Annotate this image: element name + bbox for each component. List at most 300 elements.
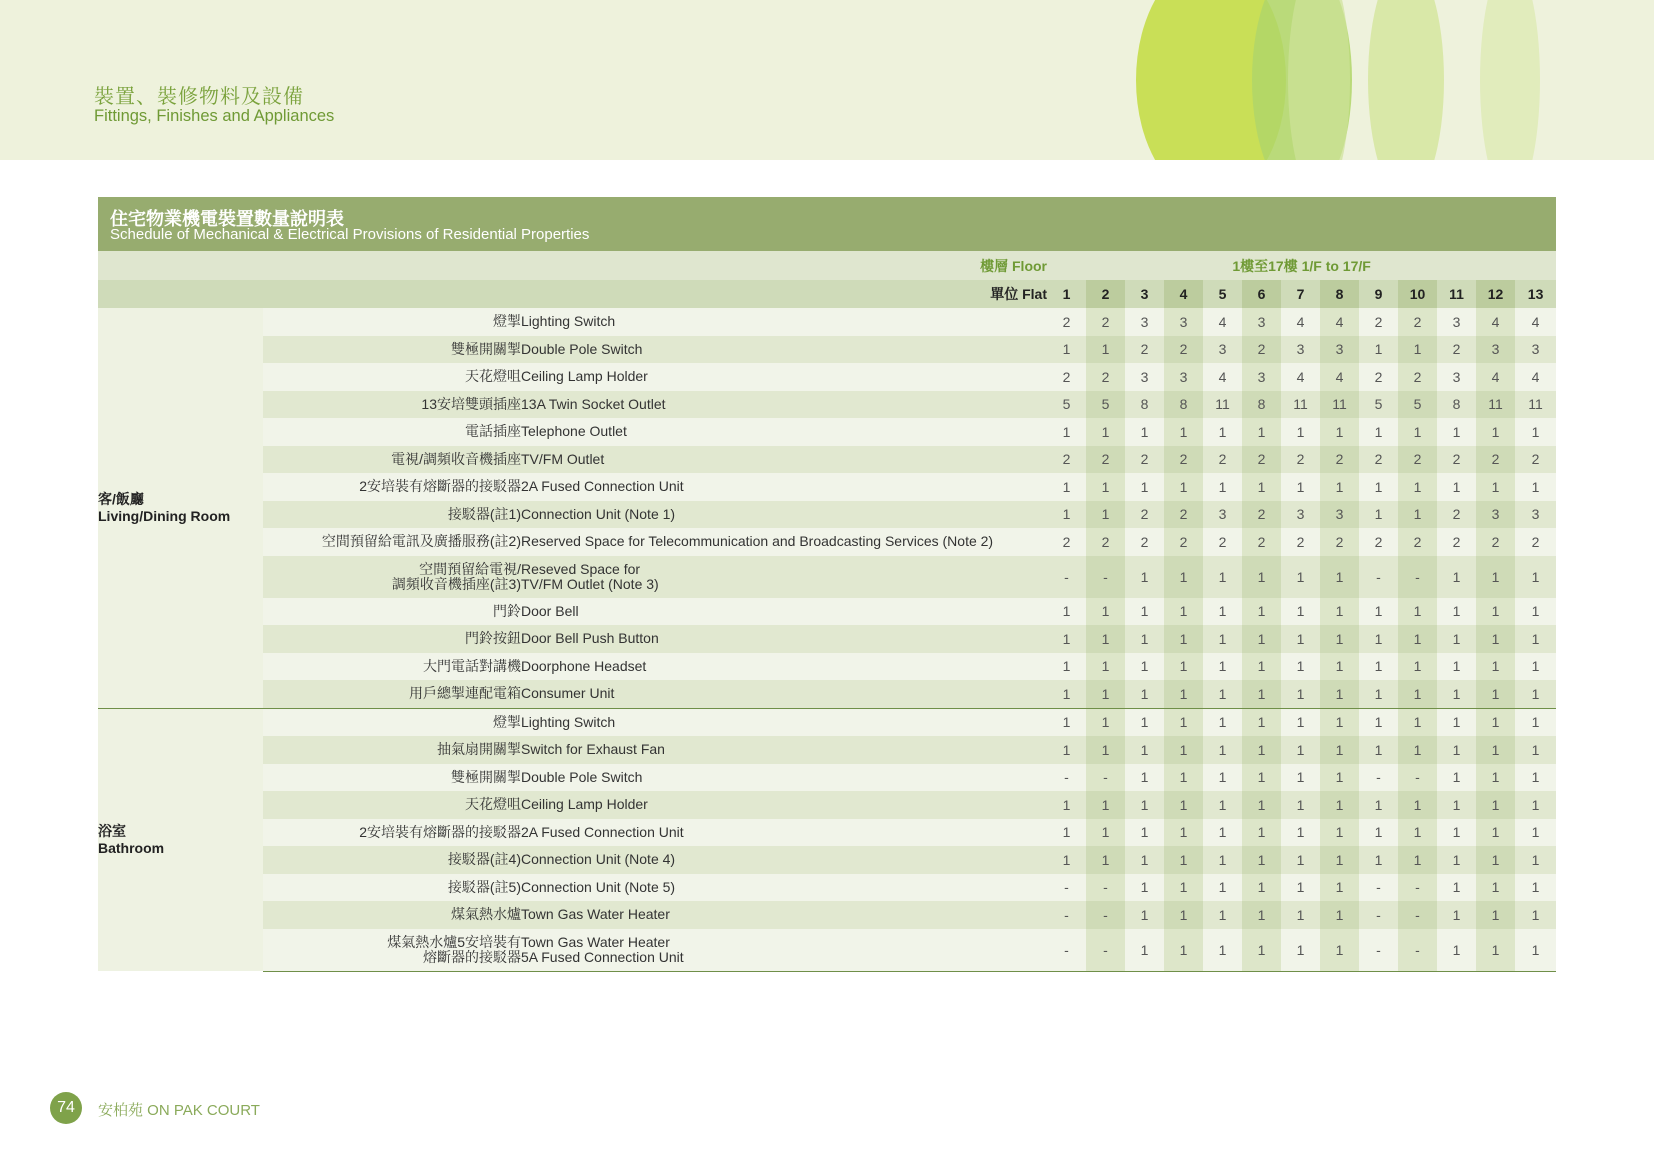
quantity-cell: 2 [1398,528,1437,556]
item-name-en [521,929,1047,972]
quantity-cell: 1 [1242,556,1281,598]
item-name-zh: 雙極開關掣 [263,764,521,792]
quantity-cell: 2 [1359,528,1398,556]
quantity-cell: - [1086,764,1125,792]
quantity-cell: 1 [1476,680,1515,708]
item-name-en: Town Gas Water Heater [521,901,1047,929]
quantity-cell: 2 [1359,308,1398,336]
item-name-zh: 接駁器(註1) [263,501,521,529]
item-name-en: TV/FM Outlet [521,446,1047,474]
quantity-cell: 1 [1476,846,1515,874]
quantity-cell: 4 [1320,308,1359,336]
item-name-zh: 抽氣扇開關掣 [263,736,521,764]
quantity-cell: 2 [1515,446,1556,474]
item-name-zh-line: 調頻收音機插座(註3) [391,575,521,592]
quantity-cell: 1 [1359,708,1398,736]
quantity-cell: 5 [1086,391,1125,419]
item-name-en-line: 5A Fused Connection Unit [521,948,684,965]
quantity-cell: 2 [1125,501,1164,529]
table-row [98,473,1556,501]
item-name-en: Door Bell Push Button [521,625,1047,653]
quantity-cell: 1 [1047,598,1086,626]
quantity-cell: 2 [1437,528,1476,556]
quantity-cell: - [1359,764,1398,792]
quantity-cell: 1 [1164,680,1203,708]
quantity-cell: 1 [1437,764,1476,792]
quantity-cell: 1 [1437,901,1476,929]
quantity-cell: 8 [1164,391,1203,419]
quantity-cell: 1 [1320,819,1359,847]
quantity-cell: 1 [1515,819,1556,847]
item-name-en: Double Pole Switch [521,764,1047,792]
quantity-cell: 1 [1125,819,1164,847]
quantity-cell: 1 [1164,819,1203,847]
quantity-cell: 1 [1398,653,1437,681]
quantity-cell: 1 [1242,846,1281,874]
quantity-cell: - [1398,556,1437,598]
quantity-cell: 1 [1125,418,1164,446]
provisions-table [98,197,1556,972]
quantity-cell: 1 [1515,680,1556,708]
quantity-cell: 1 [1164,556,1203,598]
room-name-zh: 客/飯廳 [98,490,144,507]
flat-column-header: 7 [1281,280,1320,308]
quantity-cell: 1 [1437,819,1476,847]
quantity-cell: 5 [1047,391,1086,419]
quantity-cell: 1 [1515,736,1556,764]
quantity-cell: 1 [1437,736,1476,764]
quantity-cell: 1 [1125,598,1164,626]
item-name-zh: 空間預留給電訊及廣播服務(註2) [263,528,521,556]
quantity-cell: 1 [1047,625,1086,653]
quantity-cell: 1 [1437,929,1476,972]
quantity-cell: 1 [1125,736,1164,764]
item-name-en: Doorphone Headset [521,653,1047,681]
quantity-cell: 1 [1047,418,1086,446]
quantity-cell: - [1086,874,1125,902]
item-name-en: 13A Twin Socket Outlet [521,391,1047,419]
quantity-cell: 8 [1125,391,1164,419]
item-name-zh: 天花燈咀 [263,363,521,391]
flat-column-header: 6 [1242,280,1281,308]
quantity-cell: 3 [1125,363,1164,391]
quantity-cell: 2 [1359,446,1398,474]
page-number-badge: 74 [50,1092,82,1124]
table-row [98,308,1556,336]
quantity-cell: 1 [1086,736,1125,764]
quantity-cell: 11 [1320,391,1359,419]
quantity-cell: 2 [1164,446,1203,474]
quantity-cell: 1 [1437,874,1476,902]
item-name-en: Ceiling Lamp Holder [521,791,1047,819]
quantity-cell: 4 [1476,363,1515,391]
item-name-en: Ceiling Lamp Holder [521,363,1047,391]
quantity-cell: 2 [1242,336,1281,364]
quantity-cell: 1 [1047,791,1086,819]
floor-label: 樓層 Floor [98,251,1047,280]
quantity-cell: 1 [1398,819,1437,847]
quantity-cell: - [1047,874,1086,902]
quantity-cell: - [1086,929,1125,972]
quantity-cell: 2 [1242,501,1281,529]
quantity-cell: 1 [1047,708,1086,736]
item-name-en: Lighting Switch [521,308,1047,336]
quantity-cell: 1 [1398,501,1437,529]
quantity-cell: 1 [1047,736,1086,764]
quantity-cell: 1 [1125,680,1164,708]
quantity-cell: 1 [1164,874,1203,902]
quantity-cell: 5 [1359,391,1398,419]
item-name-zh: 大門電話對講機 [263,653,521,681]
quantity-cell: 4 [1515,363,1556,391]
quantity-cell: 2 [1086,363,1125,391]
table-row [98,901,1556,929]
quantity-cell: 1 [1515,625,1556,653]
quantity-cell: 1 [1125,846,1164,874]
quantity-cell: 1 [1437,680,1476,708]
quantity-cell: 1 [1476,418,1515,446]
item-name-en: Connection Unit (Note 4) [521,846,1047,874]
item-name-zh: 13安培雙頭插座 [263,391,521,419]
quantity-cell: 1 [1203,764,1242,792]
quantity-cell: 1 [1281,418,1320,446]
quantity-cell: 1 [1086,625,1125,653]
quantity-cell: 1 [1398,336,1437,364]
quantity-cell: 1 [1281,764,1320,792]
table-row [98,556,1556,598]
quantity-cell: 1 [1476,736,1515,764]
quantity-cell: 1 [1203,874,1242,902]
table-row [98,736,1556,764]
quantity-cell: 1 [1515,901,1556,929]
quantity-cell: 3 [1437,308,1476,336]
item-name-zh: 雙極開關掣 [263,336,521,364]
quantity-cell: 1 [1203,680,1242,708]
item-name-zh: 天花燈咀 [263,791,521,819]
decorative-leaf [1288,0,1350,160]
quantity-cell: 1 [1242,680,1281,708]
quantity-cell: 1 [1242,791,1281,819]
quantity-cell: 1 [1320,929,1359,972]
item-name-en: Consumer Unit [521,680,1047,708]
quantity-cell: 2 [1515,528,1556,556]
item-name-zh: 2安培裝有熔斷器的接駁器 [263,819,521,847]
flat-column-header: 13 [1515,280,1556,308]
quantity-cell: 1 [1398,736,1437,764]
item-name-zh: 燈掣 [263,308,521,336]
quantity-cell: 1 [1281,846,1320,874]
quantity-cell: - [1359,556,1398,598]
quantity-cell: 1 [1281,708,1320,736]
item-name-en [521,556,1047,598]
quantity-cell: 1 [1398,625,1437,653]
quantity-cell: 1 [1125,708,1164,736]
quantity-cell: 1 [1476,556,1515,598]
quantity-cell: 1 [1125,764,1164,792]
quantity-cell: 1 [1437,598,1476,626]
item-name-zh: 門鈴按鈕 [263,625,521,653]
quantity-cell: 1 [1242,929,1281,972]
item-name-zh: 接駁器(註4) [263,846,521,874]
quantity-cell: - [1398,929,1437,972]
quantity-cell: 1 [1476,653,1515,681]
quantity-cell: 1 [1437,418,1476,446]
quantity-cell: 1 [1086,846,1125,874]
flat-column-header: 9 [1359,280,1398,308]
item-name-en: Lighting Switch [521,708,1047,736]
table-row [98,764,1556,792]
quantity-cell: 2 [1476,528,1515,556]
quantity-cell: 1 [1281,598,1320,626]
item-name-en: Double Pole Switch [521,336,1047,364]
quantity-cell: - [1047,929,1086,972]
quantity-cell: 1 [1164,625,1203,653]
item-name-en-line: Reseved Space for [521,560,641,577]
quantity-cell: 1 [1515,708,1556,736]
quantity-cell: 11 [1515,391,1556,419]
quantity-cell: 1 [1281,680,1320,708]
flat-column-header: 3 [1125,280,1164,308]
quantity-cell: 3 [1164,363,1203,391]
quantity-cell: 1 [1164,791,1203,819]
quantity-cell: - [1086,556,1125,598]
item-name-en: Connection Unit (Note 1) [521,501,1047,529]
quantity-cell: 1 [1320,556,1359,598]
quantity-cell: 2 [1359,363,1398,391]
item-name-zh: 燈掣 [263,708,521,736]
footer-estate-name: 安柏苑 ON PAK COURT [98,1102,260,1119]
quantity-cell: 2 [1398,363,1437,391]
quantity-cell: 1 [1359,598,1398,626]
quantity-cell: 1 [1398,791,1437,819]
decorative-leaf [1480,0,1540,160]
quantity-cell: 2 [1164,336,1203,364]
quantity-cell: 4 [1515,308,1556,336]
quantity-cell: 3 [1320,336,1359,364]
table-row [98,680,1556,708]
quantity-cell: - [1398,874,1437,902]
quantity-cell: 1 [1359,819,1398,847]
quantity-cell: 2 [1437,446,1476,474]
flat-column-header: 4 [1164,280,1203,308]
quantity-cell: 1 [1320,764,1359,792]
quantity-cell: 1 [1203,418,1242,446]
quantity-cell: 1 [1047,653,1086,681]
quantity-cell: 3 [1320,501,1359,529]
quantity-cell: 2 [1047,363,1086,391]
table-row [98,598,1556,626]
quantity-cell: 1 [1203,708,1242,736]
room-name-zh: 浴室 [98,822,126,839]
item-name-en: Reserved Space for Telecommunication and Broadcasting Services (Note 2) [521,528,1047,556]
quantity-cell: 1 [1476,791,1515,819]
quantity-cell: 1 [1515,653,1556,681]
quantity-cell: 1 [1398,680,1437,708]
quantity-cell: 1 [1476,473,1515,501]
quantity-cell: 1 [1476,598,1515,626]
quantity-cell: 1 [1320,680,1359,708]
quantity-cell: 4 [1320,363,1359,391]
quantity-cell: 1 [1515,598,1556,626]
quantity-cell: 2 [1125,336,1164,364]
quantity-cell: 1 [1359,791,1398,819]
quantity-cell: 1 [1086,708,1125,736]
table-row [98,363,1556,391]
quantity-cell: 2 [1281,446,1320,474]
quantity-cell: 1 [1281,556,1320,598]
quantity-cell: 1 [1281,791,1320,819]
quantity-cell: 1 [1281,929,1320,972]
quantity-cell: 1 [1320,791,1359,819]
quantity-cell: 1 [1203,653,1242,681]
quantity-cell: 2 [1125,528,1164,556]
item-name-en-line: Town Gas Water Heater [521,933,670,950]
quantity-cell: 4 [1203,363,1242,391]
quantity-cell: 1 [1164,901,1203,929]
quantity-cell: 1 [1164,929,1203,972]
quantity-cell: 1 [1086,598,1125,626]
table-row [98,336,1556,364]
quantity-cell: 1 [1047,846,1086,874]
quantity-cell: 2 [1203,446,1242,474]
quantity-cell: 1 [1320,846,1359,874]
quantity-cell: 1 [1125,791,1164,819]
quantity-cell: 1 [1125,874,1164,902]
quantity-cell: 1 [1242,418,1281,446]
flat-column-header: 2 [1086,280,1125,308]
quantity-cell: 1 [1398,846,1437,874]
quantity-cell: 3 [1515,501,1556,529]
quantity-cell: 1 [1359,625,1398,653]
quantity-cell: 1 [1242,736,1281,764]
quantity-cell: 1 [1125,929,1164,972]
quantity-cell: 3 [1164,308,1203,336]
table-title-zh: 住宅物業機電裝置數量說明表 [110,209,344,229]
quantity-cell: 1 [1164,598,1203,626]
quantity-cell: 1 [1437,846,1476,874]
quantity-cell: - [1359,929,1398,972]
quantity-cell: 1 [1086,819,1125,847]
quantity-cell: 1 [1320,473,1359,501]
item-name-en: Door Bell [521,598,1047,626]
quantity-cell: 4 [1281,363,1320,391]
table-row [98,418,1556,446]
table-row [98,929,1556,972]
quantity-cell: 3 [1476,336,1515,364]
table-row [98,653,1556,681]
quantity-cell: 1 [1203,819,1242,847]
quantity-cell: 2 [1047,528,1086,556]
quantity-cell: 1 [1047,473,1086,501]
table-row [98,528,1556,556]
item-name-zh: 門鈴 [263,598,521,626]
flat-column-header: 1 [1047,280,1086,308]
quantity-cell: 1 [1476,819,1515,847]
quantity-cell: 1 [1515,791,1556,819]
quantity-cell: 1 [1086,791,1125,819]
quantity-cell: 1 [1398,598,1437,626]
quantity-cell: 3 [1125,308,1164,336]
quantity-cell: 1 [1437,791,1476,819]
quantity-cell: 1 [1359,653,1398,681]
quantity-cell: 2 [1047,446,1086,474]
quantity-cell: 1 [1476,764,1515,792]
quantity-cell: 1 [1281,901,1320,929]
quantity-cell: 1 [1203,473,1242,501]
quantity-cell: 1 [1398,473,1437,501]
quantity-cell: - [1047,764,1086,792]
item-name-en: Switch for Exhaust Fan [521,736,1047,764]
quantity-cell: 1 [1320,598,1359,626]
quantity-cell: 1 [1125,473,1164,501]
room-label [98,308,263,708]
quantity-cell: 8 [1242,391,1281,419]
room-name-en: Living/Dining Room [98,507,231,524]
item-name-zh: 接駁器(註5) [263,874,521,902]
quantity-cell: 1 [1281,653,1320,681]
quantity-cell: 1 [1164,708,1203,736]
quantity-cell: 3 [1281,501,1320,529]
room-label [98,708,263,971]
item-name-zh: 用戶總掣連配電箱 [263,680,521,708]
quantity-cell: 1 [1047,501,1086,529]
quantity-cell: 1 [1320,901,1359,929]
quantity-cell: 2 [1086,308,1125,336]
table-row [98,446,1556,474]
item-name-en-line: TV/FM Outlet (Note 3) [521,575,659,592]
quantity-cell: 3 [1281,336,1320,364]
quantity-cell: 2 [1437,336,1476,364]
quantity-cell: 1 [1515,929,1556,972]
quantity-cell: 1 [1281,473,1320,501]
flat-column-header: 5 [1203,280,1242,308]
quantity-cell: 1 [1359,336,1398,364]
table-row [98,501,1556,529]
quantity-cell: 1 [1125,901,1164,929]
table-row [98,874,1556,902]
quantity-cell: 1 [1203,736,1242,764]
quantity-cell: 1 [1086,336,1125,364]
quantity-cell: 1 [1203,598,1242,626]
quantity-cell: 1 [1125,625,1164,653]
quantity-cell: 1 [1242,708,1281,736]
quantity-cell: 1 [1047,680,1086,708]
quantity-cell: 3 [1437,363,1476,391]
quantity-cell: 1 [1203,929,1242,972]
quantity-cell: 1 [1320,736,1359,764]
quantity-cell: 3 [1476,501,1515,529]
quantity-cell: 1 [1086,473,1125,501]
decorative-leaf [1368,0,1444,160]
quantity-cell: 1 [1086,418,1125,446]
table-row [98,819,1556,847]
flat-column-header: 11 [1437,280,1476,308]
quantity-cell: 1 [1281,874,1320,902]
quantity-cell: 1 [1125,653,1164,681]
quantity-cell: 1 [1086,680,1125,708]
quantity-cell: 1 [1086,501,1125,529]
quantity-cell: 1 [1515,764,1556,792]
flat-column-header: 8 [1320,280,1359,308]
quantity-cell: - [1398,764,1437,792]
quantity-cell: 1 [1359,501,1398,529]
quantity-cell: 1 [1437,653,1476,681]
flat-header-row [98,280,1556,308]
quantity-cell: - [1398,901,1437,929]
quantity-cell: 1 [1203,625,1242,653]
quantity-cell: 2 [1164,528,1203,556]
quantity-cell: 1 [1281,819,1320,847]
